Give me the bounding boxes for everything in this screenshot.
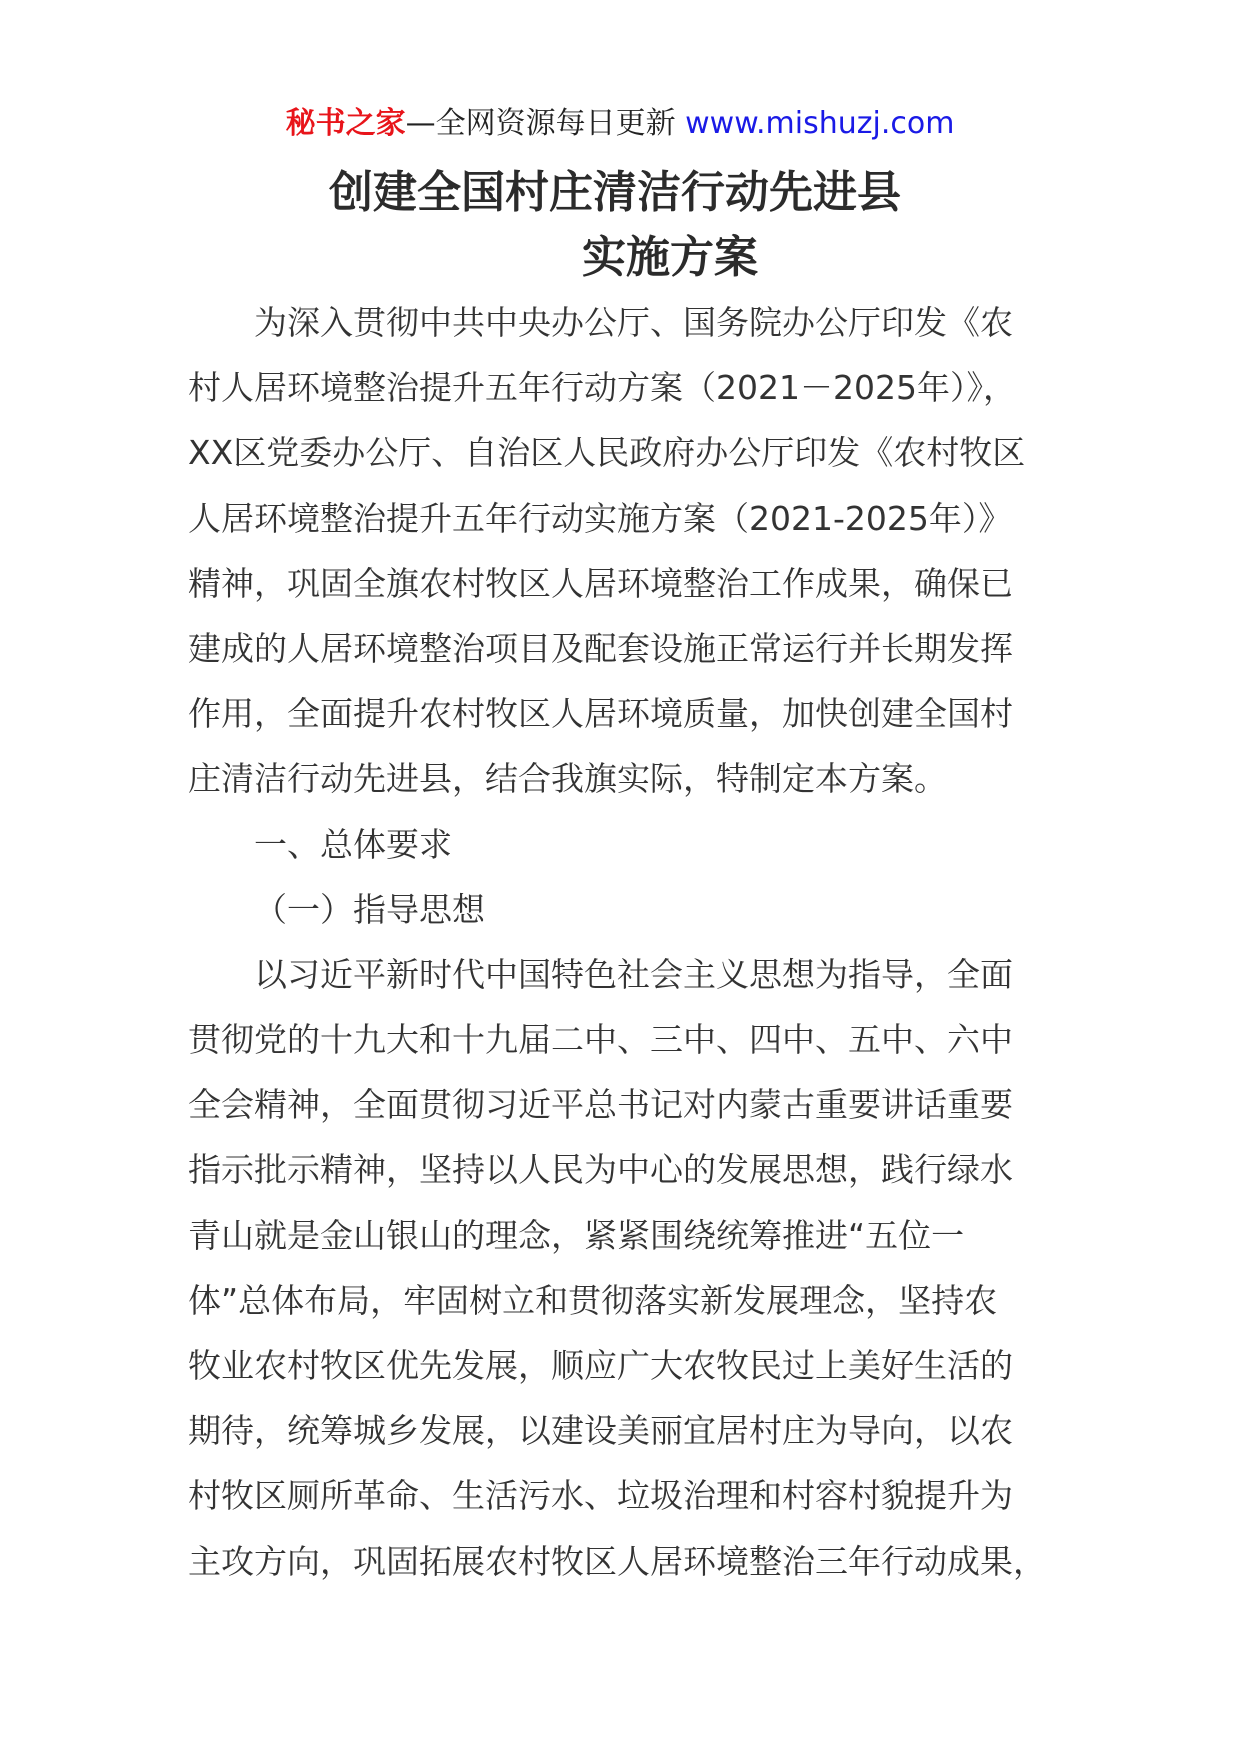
document-subtitle: 实施方案 — [582, 232, 758, 283]
body-line: 以习近平新时代中国特色社会主义思想为指导，全面 — [254, 954, 1013, 994]
section-heading: 一、总体要求 — [254, 824, 452, 864]
body-line: 精神，巩固全旗农村牧区人居环境整治工作成果，确保已 — [188, 563, 1013, 603]
body-line: 贯彻党的十九大和十九届二中、三中、四中、五中、六中 — [188, 1020, 1013, 1060]
body-line: 村人居环境整治提升五年行动方案（2021－2025年）》， — [188, 368, 1016, 408]
subsection-heading: （一）指导思想 — [254, 889, 485, 929]
site-header — [0, 103, 1240, 145]
body-line: 为深入贯彻中共中央办公厅、国务院办公厅印发《农 — [254, 303, 1013, 342]
body-line: 青山就是金山银山的理念，紧紧围绕统筹推进“五位一 — [188, 1215, 965, 1255]
document-body — [188, 290, 1058, 1594]
body-line: 作用，全面提升农村牧区人居环境质量，加快创建全国村 — [188, 694, 1013, 734]
body-line: 主攻方向，巩固拓展农村牧区人居环境整治三年行动成果， — [188, 1541, 1046, 1581]
body-line: 全会精神，全面贯彻习近平总书记对内蒙古重要讲话重要 — [188, 1085, 1013, 1125]
body-line: XX区党委办公厅、自治区人民政府办公厅印发《农村牧区 — [188, 433, 1026, 473]
document-title: 创建全国村庄清洁行动先进县 — [329, 167, 901, 218]
body-line: 建成的人居环境整治项目及配套设施正常运行并长期发挥 — [188, 628, 1013, 668]
body-line: 人居环境整治提升五年行动实施方案（2021-2025年）》 — [188, 498, 1012, 538]
site-url-link[interactable]: www.mishuzj.com — [685, 106, 955, 141]
site-tagline: —全网资源每日更新 — [405, 106, 676, 141]
body-line: 村牧区厕所革命、生活污水、垃圾治理和村容村貌提升为 — [188, 1476, 1013, 1516]
body-line: 体”总体布局，牢固树立和贯彻落实新发展理念，坚持农 — [188, 1280, 998, 1320]
body-line: 庄清洁行动先进县，结合我旗实际，特制定本方案。 — [188, 759, 947, 799]
body-line: 期待，统筹城乡发展，以建设美丽宜居村庄为导向，以农 — [188, 1411, 1013, 1451]
body-line: 指示批示精神，坚持以人民为中心的发展思想，践行绿水 — [188, 1150, 1013, 1190]
site-brand: 秘书之家 — [285, 106, 406, 141]
body-line: 牧业农村牧区优先发展，顺应广大农牧民过上美好生活的 — [188, 1346, 1013, 1385]
